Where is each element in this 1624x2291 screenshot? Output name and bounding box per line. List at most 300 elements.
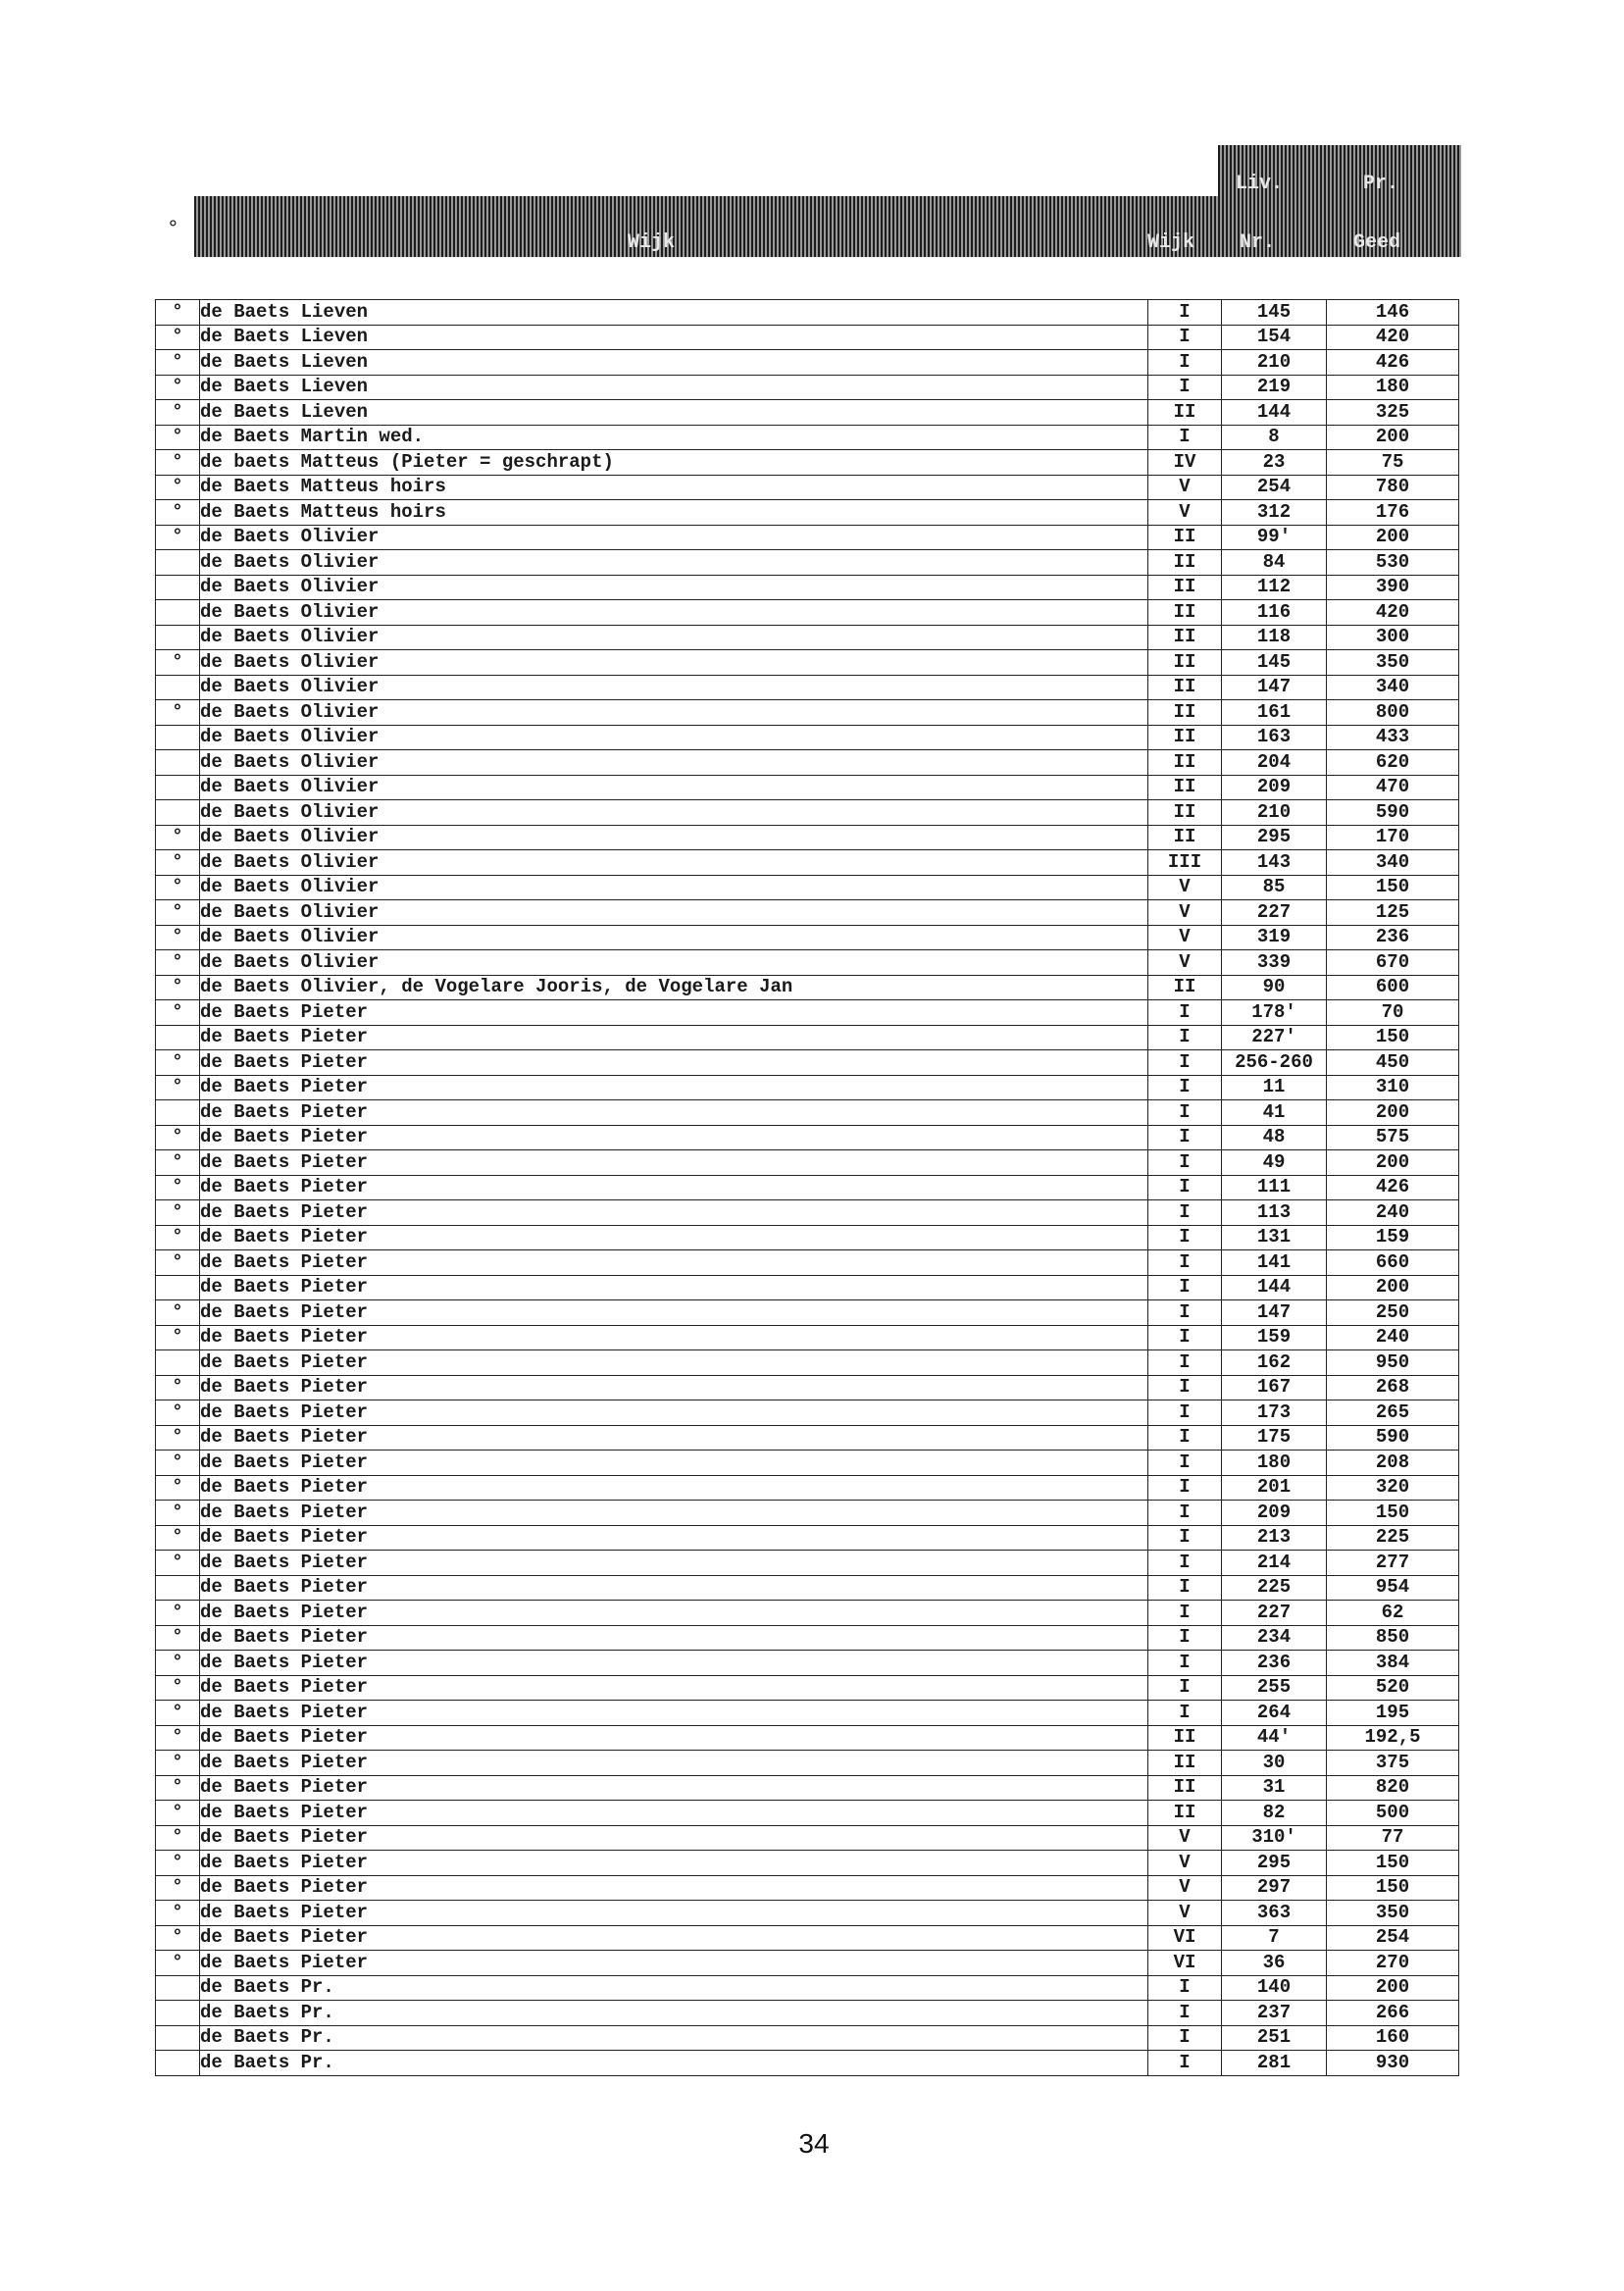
row-wijk: I	[1148, 325, 1222, 350]
row-value: 426	[1327, 350, 1459, 376]
row-value: 200	[1327, 1100, 1459, 1126]
table-row	[156, 1175, 1459, 1200]
row-nr: 227'	[1222, 1025, 1327, 1050]
row-name: de Baets Olivier	[200, 750, 1148, 776]
row-name: de Baets Pieter	[200, 1901, 1148, 1926]
row-name: de Baets Pieter	[200, 1125, 1148, 1150]
row-wijk: V	[1148, 875, 1222, 900]
row-value: 590	[1327, 1425, 1459, 1451]
table-row	[156, 1300, 1459, 1326]
table-row	[156, 1475, 1459, 1501]
row-nr: 131	[1222, 1225, 1327, 1250]
row-mark: °	[156, 1825, 200, 1851]
row-name: de Baets Martin wed.	[200, 425, 1148, 450]
table-row	[156, 1050, 1459, 1076]
row-wijk: I	[1148, 1000, 1222, 1026]
table-row	[156, 725, 1459, 750]
row-name: de Baets Olivier	[200, 525, 1148, 550]
row-nr: 41	[1222, 1100, 1327, 1126]
row-nr: 219	[1222, 375, 1327, 400]
row-name: de Baets Pr.	[200, 1975, 1148, 2001]
row-name: de Baets Pieter	[200, 1025, 1148, 1050]
row-name: de Baets Pieter	[200, 1551, 1148, 1576]
row-mark: °	[156, 1501, 200, 1526]
row-mark: °	[156, 1250, 200, 1276]
row-wijk: V	[1148, 500, 1222, 526]
table-row	[156, 300, 1459, 326]
row-value: 268	[1327, 1375, 1459, 1400]
row-nr: 154	[1222, 325, 1327, 350]
row-name: de Baets Pieter	[200, 1375, 1148, 1400]
row-mark: °	[156, 1601, 200, 1626]
table-row	[156, 1901, 1459, 1926]
row-nr: 118	[1222, 625, 1327, 650]
row-nr: 85	[1222, 875, 1327, 900]
row-nr: 11	[1222, 1075, 1327, 1100]
row-value: 146	[1327, 300, 1459, 326]
table-row	[156, 800, 1459, 826]
row-wijk: II	[1148, 1775, 1222, 1801]
table-row	[156, 1551, 1459, 1576]
row-wijk: I	[1148, 1525, 1222, 1551]
row-value: 236	[1327, 925, 1459, 950]
row-mark	[156, 625, 200, 650]
row-value: 150	[1327, 1025, 1459, 1050]
row-value: 620	[1327, 750, 1459, 776]
table-row	[156, 1675, 1459, 1701]
row-nr: 363	[1222, 1901, 1327, 1926]
row-value: 660	[1327, 1250, 1459, 1276]
row-wijk: VI	[1148, 1925, 1222, 1951]
row-wijk: I	[1148, 1100, 1222, 1126]
row-name: de Baets Olivier	[200, 825, 1148, 850]
row-value: 384	[1327, 1651, 1459, 1676]
row-name: de Baets Olivier	[200, 900, 1148, 926]
row-name: de Baets Pieter	[200, 1275, 1148, 1300]
row-mark	[156, 2051, 200, 2076]
row-mark	[156, 800, 200, 826]
row-name: de Baets Olivier	[200, 925, 1148, 950]
row-name: de Baets Pieter	[200, 1951, 1148, 1976]
row-nr: 113	[1222, 1200, 1327, 1226]
row-mark: °	[156, 950, 200, 976]
row-value: 150	[1327, 1851, 1459, 1876]
row-mark: °	[156, 1300, 200, 1326]
row-name: de Baets Pieter	[200, 1825, 1148, 1851]
row-nr: 30	[1222, 1751, 1327, 1776]
row-nr: 310'	[1222, 1825, 1327, 1851]
table-row	[156, 450, 1459, 476]
table-row	[156, 600, 1459, 626]
row-name: de Baets Pieter	[200, 1300, 1148, 1326]
row-wijk: II	[1148, 975, 1222, 1000]
table-row	[156, 1951, 1459, 1976]
row-name: de Baets Olivier	[200, 775, 1148, 800]
row-nr: 201	[1222, 1475, 1327, 1501]
row-name: de Baets Pieter	[200, 1701, 1148, 1726]
row-wijk: II	[1148, 550, 1222, 576]
header-mark: °	[169, 216, 178, 240]
row-value: 160	[1327, 2025, 1459, 2051]
row-nr: 209	[1222, 1501, 1327, 1526]
row-mark: °	[156, 1400, 200, 1426]
row-nr: 180	[1222, 1451, 1327, 1476]
row-wijk: I	[1148, 1601, 1222, 1626]
row-mark: °	[156, 1125, 200, 1150]
row-wijk: II	[1148, 575, 1222, 600]
row-name: de Baets Pieter	[200, 1525, 1148, 1551]
row-name: de Baets Pieter	[200, 1225, 1148, 1250]
row-wijk: V	[1148, 900, 1222, 926]
row-mark: °	[156, 1425, 200, 1451]
row-name: de Baets Pieter	[200, 1400, 1148, 1426]
row-mark: °	[156, 975, 200, 1000]
row-mark	[156, 1100, 200, 1126]
row-name: de Baets Pieter	[200, 1050, 1148, 1076]
row-value: 670	[1327, 950, 1459, 976]
table-row	[156, 1525, 1459, 1551]
table-row	[156, 825, 1459, 850]
row-value: 350	[1327, 1901, 1459, 1926]
row-value: 266	[1327, 2001, 1459, 2026]
table-row	[156, 1150, 1459, 1176]
row-mark	[156, 750, 200, 776]
row-mark: °	[156, 850, 200, 876]
row-name: de Baets Lieven	[200, 325, 1148, 350]
table-row	[156, 325, 1459, 350]
row-mark	[156, 725, 200, 750]
row-wijk: I	[1148, 1350, 1222, 1376]
table-row	[156, 1501, 1459, 1526]
row-mark	[156, 2025, 200, 2051]
row-name: de Baets Olivier	[200, 725, 1148, 750]
row-wijk: I	[1148, 1200, 1222, 1226]
row-nr: 251	[1222, 2025, 1327, 2051]
header-box-right-label: Pr.	[1363, 173, 1399, 195]
row-nr: 8	[1222, 425, 1327, 450]
row-wijk: I	[1148, 1050, 1222, 1076]
row-mark: °	[156, 700, 200, 726]
row-wijk: II	[1148, 725, 1222, 750]
table-row	[156, 850, 1459, 876]
row-mark: °	[156, 425, 200, 450]
row-value: 575	[1327, 1125, 1459, 1150]
row-mark: °	[156, 825, 200, 850]
row-wijk: I	[1148, 2051, 1222, 2076]
row-value: 77	[1327, 1825, 1459, 1851]
row-mark: °	[156, 300, 200, 326]
row-name: de Baets Olivier	[200, 850, 1148, 876]
row-mark	[156, 1025, 200, 1050]
row-value: 200	[1327, 1150, 1459, 1176]
row-nr: 163	[1222, 725, 1327, 750]
row-mark: °	[156, 1050, 200, 1076]
row-nr: 31	[1222, 1775, 1327, 1801]
row-name: de Baets Pieter	[200, 1250, 1148, 1276]
row-value: 470	[1327, 775, 1459, 800]
row-value: 780	[1327, 475, 1459, 500]
row-wijk: II	[1148, 825, 1222, 850]
row-value: 450	[1327, 1050, 1459, 1076]
row-wijk: II	[1148, 400, 1222, 426]
row-value: 250	[1327, 1300, 1459, 1326]
table-row	[156, 1075, 1459, 1100]
row-mark	[156, 575, 200, 600]
row-value: 200	[1327, 1275, 1459, 1300]
row-mark: °	[156, 525, 200, 550]
row-mark: °	[156, 1625, 200, 1651]
table-row	[156, 1375, 1459, 1400]
row-name: de Baets Olivier	[200, 600, 1148, 626]
row-value: 590	[1327, 800, 1459, 826]
row-name: de Baets Lieven	[200, 400, 1148, 426]
row-value: 75	[1327, 450, 1459, 476]
table-row	[156, 625, 1459, 650]
row-value: 375	[1327, 1751, 1459, 1776]
row-value: 954	[1327, 1575, 1459, 1601]
row-value: 200	[1327, 1975, 1459, 2001]
table-row	[156, 550, 1459, 576]
row-value: 208	[1327, 1451, 1459, 1476]
row-mark: °	[156, 1925, 200, 1951]
table-row	[156, 1975, 1459, 2001]
row-wijk: II	[1148, 700, 1222, 726]
row-value: 426	[1327, 1175, 1459, 1200]
table-row	[156, 2025, 1459, 2051]
row-name: de Baets Olivier	[200, 675, 1148, 700]
row-name: de Baets Olivier	[200, 700, 1148, 726]
row-value: 950	[1327, 1350, 1459, 1376]
row-wijk: II	[1148, 1725, 1222, 1751]
row-mark	[156, 1275, 200, 1300]
row-mark	[156, 2001, 200, 2026]
table-row	[156, 1200, 1459, 1226]
row-nr: 36	[1222, 1951, 1327, 1976]
table-row	[156, 1125, 1459, 1150]
row-nr: 147	[1222, 1300, 1327, 1326]
row-nr: 7	[1222, 1925, 1327, 1951]
row-wijk: I	[1148, 1275, 1222, 1300]
row-value: 240	[1327, 1200, 1459, 1226]
row-nr: 255	[1222, 1675, 1327, 1701]
row-wijk: I	[1148, 2001, 1222, 2026]
row-mark: °	[156, 1000, 200, 1026]
row-wijk: I	[1148, 1225, 1222, 1250]
row-nr: 145	[1222, 300, 1327, 326]
header-bar	[194, 196, 1461, 257]
row-name: de Baets Pr.	[200, 2051, 1148, 2076]
header-num-label: Nr.	[1240, 231, 1276, 254]
row-wijk: I	[1148, 1400, 1222, 1426]
row-wijk: I	[1148, 375, 1222, 400]
row-name: de Baets Pieter	[200, 1925, 1148, 1951]
row-mark	[156, 1575, 200, 1601]
row-nr: 213	[1222, 1525, 1327, 1551]
row-nr: 159	[1222, 1325, 1327, 1350]
row-wijk: V	[1148, 950, 1222, 976]
table-row	[156, 1250, 1459, 1276]
table-row	[156, 1801, 1459, 1826]
row-name: de Baets Pieter	[200, 1150, 1148, 1176]
row-mark: °	[156, 1225, 200, 1250]
table-row	[156, 1775, 1459, 1801]
row-name: de Baets Pieter	[200, 1801, 1148, 1826]
row-value: 433	[1327, 725, 1459, 750]
row-nr: 178'	[1222, 1000, 1327, 1026]
row-name: de Baets Pieter	[200, 1725, 1148, 1751]
row-name: de Baets Olivier	[200, 875, 1148, 900]
row-wijk: V	[1148, 925, 1222, 950]
row-nr: 227	[1222, 1601, 1327, 1626]
table-row	[156, 1451, 1459, 1476]
row-nr: 254	[1222, 475, 1327, 500]
row-name: de Baets Pieter	[200, 1775, 1148, 1801]
table-row	[156, 1925, 1459, 1951]
row-wijk: I	[1148, 1075, 1222, 1100]
row-wijk: I	[1148, 1575, 1222, 1601]
row-nr: 143	[1222, 850, 1327, 876]
row-value: 420	[1327, 600, 1459, 626]
row-name: de Baets Olivier	[200, 800, 1148, 826]
row-name: de Baets Matteus hoirs	[200, 475, 1148, 500]
header-name-label: Wijk	[628, 231, 676, 254]
row-wijk: I	[1148, 1175, 1222, 1200]
row-value: 200	[1327, 525, 1459, 550]
row-nr: 264	[1222, 1701, 1327, 1726]
row-value: 310	[1327, 1075, 1459, 1100]
row-value: 270	[1327, 1951, 1459, 1976]
row-mark: °	[156, 1675, 200, 1701]
table-row	[156, 1875, 1459, 1901]
row-nr: 144	[1222, 400, 1327, 426]
row-nr: 295	[1222, 1851, 1327, 1876]
row-value: 520	[1327, 1675, 1459, 1701]
row-mark: °	[156, 500, 200, 526]
row-nr: 312	[1222, 500, 1327, 526]
row-nr: 162	[1222, 1350, 1327, 1376]
row-wijk: I	[1148, 1425, 1222, 1451]
row-nr: 112	[1222, 575, 1327, 600]
row-mark: °	[156, 400, 200, 426]
row-mark: °	[156, 1775, 200, 1801]
row-wijk: I	[1148, 425, 1222, 450]
row-value: 150	[1327, 1501, 1459, 1526]
row-nr: 297	[1222, 1875, 1327, 1901]
row-wijk: II	[1148, 650, 1222, 676]
row-value: 180	[1327, 375, 1459, 400]
row-name: de Baets Pieter	[200, 1625, 1148, 1651]
row-name: de Baets Lieven	[200, 350, 1148, 376]
row-value: 265	[1327, 1400, 1459, 1426]
table-row	[156, 750, 1459, 776]
row-wijk: III	[1148, 850, 1222, 876]
table-row	[156, 475, 1459, 500]
row-mark: °	[156, 875, 200, 900]
row-value: 176	[1327, 500, 1459, 526]
row-mark: °	[156, 1901, 200, 1926]
row-value: 530	[1327, 550, 1459, 576]
row-name: de Baets Lieven	[200, 300, 1148, 326]
row-mark: °	[156, 350, 200, 376]
row-mark: °	[156, 1150, 200, 1176]
row-mark	[156, 775, 200, 800]
row-name: de Baets Pieter	[200, 1851, 1148, 1876]
row-wijk: I	[1148, 1651, 1222, 1676]
table-row	[156, 1425, 1459, 1451]
row-nr: 214	[1222, 1551, 1327, 1576]
table-row	[156, 1100, 1459, 1126]
table-row	[156, 425, 1459, 450]
row-value: 195	[1327, 1701, 1459, 1726]
table-row	[156, 1725, 1459, 1751]
row-mark	[156, 550, 200, 576]
row-value: 325	[1327, 400, 1459, 426]
row-mark: °	[156, 325, 200, 350]
row-nr: 210	[1222, 800, 1327, 826]
row-mark: °	[156, 1875, 200, 1901]
row-name: de Baets Pieter	[200, 1000, 1148, 1026]
row-value: 500	[1327, 1801, 1459, 1826]
table-row	[156, 1651, 1459, 1676]
table-row	[156, 2051, 1459, 2076]
table-row	[156, 900, 1459, 926]
row-mark: °	[156, 1851, 200, 1876]
row-nr: 49	[1222, 1150, 1327, 1176]
row-mark: °	[156, 1725, 200, 1751]
row-nr: 210	[1222, 350, 1327, 376]
table-row	[156, 350, 1459, 376]
row-nr: 111	[1222, 1175, 1327, 1200]
page-number: 34	[798, 2128, 830, 2159]
row-nr: 90	[1222, 975, 1327, 1000]
row-value: 70	[1327, 1000, 1459, 1026]
table-row	[156, 700, 1459, 726]
row-wijk: I	[1148, 1300, 1222, 1326]
row-name: de Baets Pieter	[200, 1575, 1148, 1601]
row-name: de Baets Lieven	[200, 375, 1148, 400]
row-name: de Baets Olivier	[200, 650, 1148, 676]
header-box-left-label: Liv.	[1236, 173, 1284, 195]
row-name: de Baets Pieter	[200, 1425, 1148, 1451]
row-nr: 48	[1222, 1125, 1327, 1150]
table-row	[156, 1575, 1459, 1601]
row-mark: °	[156, 925, 200, 950]
table-row	[156, 1851, 1459, 1876]
table-row	[156, 925, 1459, 950]
row-name: de Baets Pieter	[200, 1501, 1148, 1526]
row-mark: °	[156, 1475, 200, 1501]
row-name: de Baets Pieter	[200, 1075, 1148, 1100]
row-name: de Baets Pieter	[200, 1200, 1148, 1226]
table-row	[156, 1325, 1459, 1350]
row-nr: 256-260	[1222, 1050, 1327, 1076]
row-mark: °	[156, 375, 200, 400]
row-nr: 147	[1222, 675, 1327, 700]
row-wijk: V	[1148, 475, 1222, 500]
row-mark: °	[156, 1075, 200, 1100]
row-wijk: V	[1148, 1851, 1222, 1876]
row-name: de Baets Pieter	[200, 1100, 1148, 1126]
row-name: de Baets Olivier	[200, 950, 1148, 976]
table-row	[156, 1275, 1459, 1300]
row-nr: 167	[1222, 1375, 1327, 1400]
row-nr: 116	[1222, 600, 1327, 626]
table-row	[156, 1625, 1459, 1651]
row-wijk: II	[1148, 675, 1222, 700]
row-nr: 236	[1222, 1651, 1327, 1676]
row-nr: 173	[1222, 1400, 1327, 1426]
row-wijk: II	[1148, 1801, 1222, 1826]
